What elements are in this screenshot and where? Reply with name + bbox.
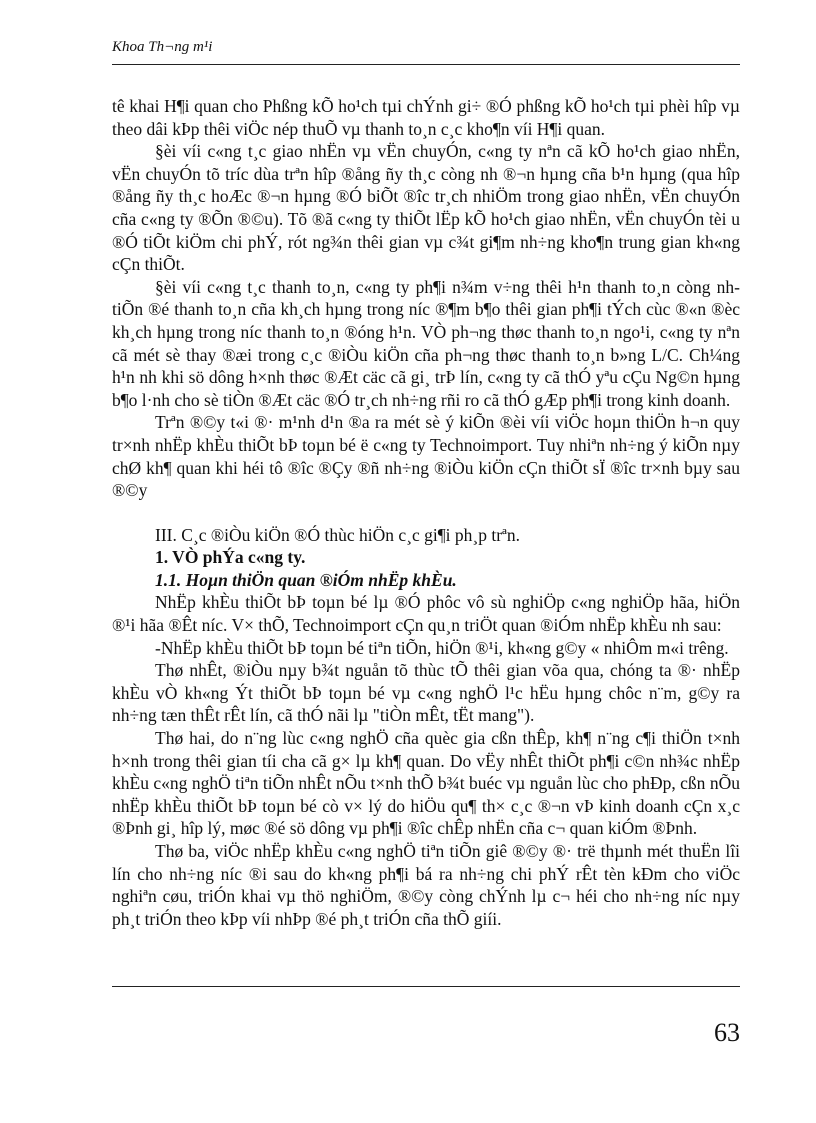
header-rule xyxy=(112,64,740,65)
paragraph: Trªn ®©y t«i ®· m¹nh d¹n ®a ra mét sè ý kiÕn ®èi víi viÖc hoµn thiÖn h¬n quy tr×nh nhËp khÈu thiÕt bÞ toµn bé ë c«ng ty Technoimport. Tuy nhiªn nh÷ng ý kiÕn nµy chØ kh¶ quan khi héi tô ®îc ®Çy ®ñ nh÷ng ®iÒu kiÖn cÇn thiÕt sÏ ®îc tr×nh bµy sau ®©y xyxy=(112,412,740,501)
paragraph: Thø nhÊt, ®iÒu nµy b¾t nguån tõ thùc tÕ thêi gian võa qua, chóng ta ®· nhËp khÈu vÒ kh«ng Ýt thiÕt bÞ toµn bé vµ c«ng nghÖ l¹c hËu hµng chôc n¨m, g©y ra nh÷ng tæn thÊt rÊt lín, cã thÓ nãi lµ "tiÒn mÊt, tËt mang"). xyxy=(112,660,740,726)
paragraph: Thø hai, do n¨ng lùc c«ng nghÖ cña quèc gia cßn thÊp, kh¶ n¨ng c¶i thiÖn t×nh h×nh trong thêi gian tíi cha cã g× lµ kh¶ quan. Do vËy nhÊt thiÕt ph¶i c©n nh¾c nhËp khÈu c«ng nghÖ tiªn tiÕn nhÊt nÕu t×nh thÕ b¾t buéc vµ nguån lùc cho phÐp, cßn nÕu nhËp khÈu thiÕt bÞ toµn bé cò v× lý do hiÖu qu¶ th× c¸c ®¬n vÞ kinh doanh cÇn x¸c ®Þnh gi¸ hîp lý, møc ®é sö dông vµ ph¶i ®îc chÊp nhËn cña c¬ quan kiÓm ®Þnh. xyxy=(112,728,740,839)
paragraph: Thø ba, viÖc nhËp khÈu c«ng nghÖ tiªn tiÕn giê ®©y ®· trë thµnh mét thuËn lîi lín cho nh÷ng níc ®i sau do kh«ng ph¶i bá ra nh÷ng chi phÝ rÊt tèn kÐm cho viÖc nghiªn cøu, triÓn khai vµ thö nghiÖm, ®©y còng chÝnh lµ c¬ héi cho nh÷ng níc nµy ph¸t triÓn theo kÞp víi nhÞp ®é ph¸t triÓn cña thÕ giíi. xyxy=(112,841,740,929)
paragraph: §èi víi c«ng t¸c giao nhËn vµ vËn chuyÓn, c«ng ty nªn cã kÕ ho¹ch giao nhËn, vËn chuyÓn tõ tríc dùa trªn hîp ®ång ñy th¸c còng nh ®¬n hµng cña b¹n hµng (qua hîp ®ång ñy th¸c hoÆc ®¬n hµng ®Ó biÕt ®îc tr¸ch nhiÖm trong giao nhËn, vËn chuyÓn cña c«ng ty ®Õn ®©u). Tõ ®ã c«ng ty thiÕt lËp kÕ ho¹ch giao nhËn, vËn chuyÓn tèi u ®Ó tiÕt kiÖm chi phÝ, rót ng¾n thêi gian vµ c¾t gi¶m nh÷ng kho¶n trung gian kh«ng cÇn thiÕt. xyxy=(112,141,740,275)
page-header xyxy=(112,38,740,56)
paragraph: -NhËp khÈu thiÕt bÞ toµn bé tiªn tiÕn, hiÖn ®¹i, kh«ng g©y « nhiÔm m«i trêng. xyxy=(155,637,729,658)
paragraph: NhËp khÈu thiÕt bÞ toµn bé lµ ®Ó phôc vô sù nghiÖp c«ng nghiÖp hãa, hiÖn ®¹i hãa ®Êt níc. V× thÕ, Technoimport cÇn qu¸n triÖt quan ®iÓm nhËp khÈu nh sau: xyxy=(112,592,740,636)
page-number: 63 xyxy=(714,1018,740,1047)
paragraph: §èi víi c«ng t¸c thanh to¸n, c«ng ty ph¶i n¾m v÷ng thêi h¹n thanh to¸n còng nh tiÕn ®é thanh to¸n cña kh¸ch hµng trong níc ®¶m b¶o thêi gian ph¶i tÝch cùc ®«n ®èc kh¸ch hµng trong níc thanh to¸n ®óng h¹n. VÒ ph¬ng thøc thanh to¸n ngo¹i, c«ng ty nªn cã mét sè thay ®æi trong c¸c ®iÒu kiÖn cña ph¬ng thøc thanh to¸n b»ng L/C. Ch¼ng h¹n nh khi sö dông h×nh thøc ®Æt cäc cã gi¸ trÞ lín, c«ng ty cã thÓ yªu cÇu Ng©n hµng b¶o l·nh cho sè tiÒn ®Æt cäc ®Ó tr¸ch nh÷ng rñi ro cã thÓ gÆp ph¶i trong kinh doanh. xyxy=(112,276,740,410)
section-title: III. C¸c ®iÒu kiÖn ®Ó thùc hiÖn c¸c gi¶i ph¸p trªn. xyxy=(155,524,520,545)
paragraph: tê khai H¶i quan cho Phßng kÕ ho¹ch tµi chÝnh gi÷ ®Ó phßng kÕ ho¹ch tµi phèi hîp vµ theo dâi kÞp thêi viÖc nép thuÕ vµ thanh to¸n c¸c kho¶n víi H¶i quan. xyxy=(112,96,740,139)
footer-rule xyxy=(112,986,740,987)
heading-1: 1. VÒ phÝa c«ng ty. xyxy=(155,547,306,568)
body-text xyxy=(112,95,740,930)
header-title: Khoa Th¬ng m¹i xyxy=(112,39,213,55)
heading-1-1: 1.1. Hoµn thiÖn quan ®iÓm nhËp khÈu. xyxy=(155,569,457,590)
